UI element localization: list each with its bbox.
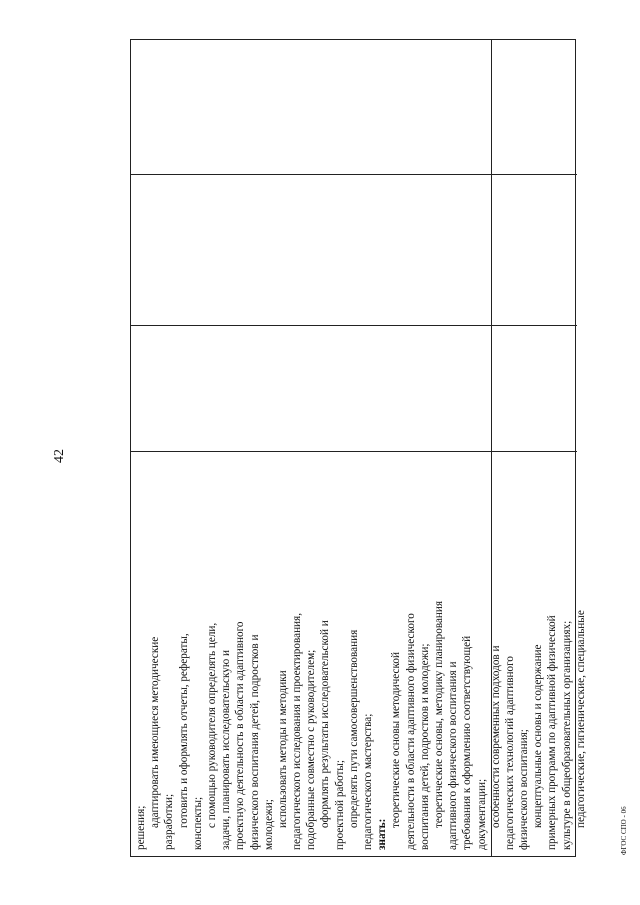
page-number: 42 <box>52 449 67 463</box>
text-line: оформлять результаты исследовательской и <box>319 620 332 828</box>
text-line: примерных программ по адаптивной физической <box>546 615 559 850</box>
text-line: проектную деятельность в области адаптивного <box>234 621 247 850</box>
table-cell-empty <box>491 174 577 325</box>
table-cell-content <box>131 451 587 856</box>
text-line: конспекты; <box>191 796 204 850</box>
text-line: педагогического мастерства; <box>362 713 374 850</box>
text-line: педагогического исследования и проектирования, <box>291 613 304 850</box>
text-line: подобранные совместно с руководителем; <box>305 649 318 850</box>
text-line: особенности современных подходов и <box>489 645 502 828</box>
footer-code: ФГОС СПО - 06 <box>620 806 628 855</box>
text-line: разработки; <box>163 793 176 850</box>
text-line: адаптировать имеющиеся методические <box>149 636 162 828</box>
table-cell-empty <box>491 325 577 451</box>
table-cell-empty <box>491 451 577 856</box>
text-line: проектной работы; <box>333 759 346 850</box>
table-row <box>131 40 587 856</box>
text-line: решения; <box>135 805 147 850</box>
text-line: физического воспитания детей, подростков и <box>248 634 261 850</box>
text-line: определять пути самосовершенствования <box>347 629 360 828</box>
text-line: адаптивного физического воспитания и <box>447 661 460 850</box>
text-line: физического воспитания; <box>518 729 531 850</box>
text-line: требования к оформлению соответствующей <box>461 635 474 850</box>
table-cell-empty <box>131 174 491 325</box>
text-line: молодежи; <box>262 799 275 850</box>
text-line: теоретические основы методической <box>390 652 403 828</box>
text-line: задачи, планировать исследовательскую и <box>220 649 233 850</box>
table-cell-empty <box>491 38 577 174</box>
text-line: концептуальные основы и содержание <box>532 644 545 828</box>
text-line: теоретические основы, методику планирования <box>432 600 445 828</box>
text-line: готовить и оформлять отчеты, рефераты, <box>177 633 190 828</box>
text-line: с помощью руководителя определять цели, <box>205 622 218 828</box>
text-line: документации; <box>475 778 488 850</box>
text-line: использовать методы и методики <box>276 670 289 828</box>
table-cell-empty <box>131 38 491 174</box>
text-line: деятельности в области адаптивного физического <box>404 613 417 850</box>
text-line: педагогических технологий адаптивного <box>503 656 516 850</box>
text-line: знать: <box>376 818 389 850</box>
text-line: педагогические, гигиенические, специальные <box>574 610 587 828</box>
text-line: воспитания детей, подростков и молодежи; <box>418 643 431 850</box>
text-line: культуре в общеобразовательных организациях; <box>560 620 573 850</box>
table-row <box>491 40 577 856</box>
competency-table <box>130 39 587 857</box>
table-cell-empty <box>131 325 491 451</box>
